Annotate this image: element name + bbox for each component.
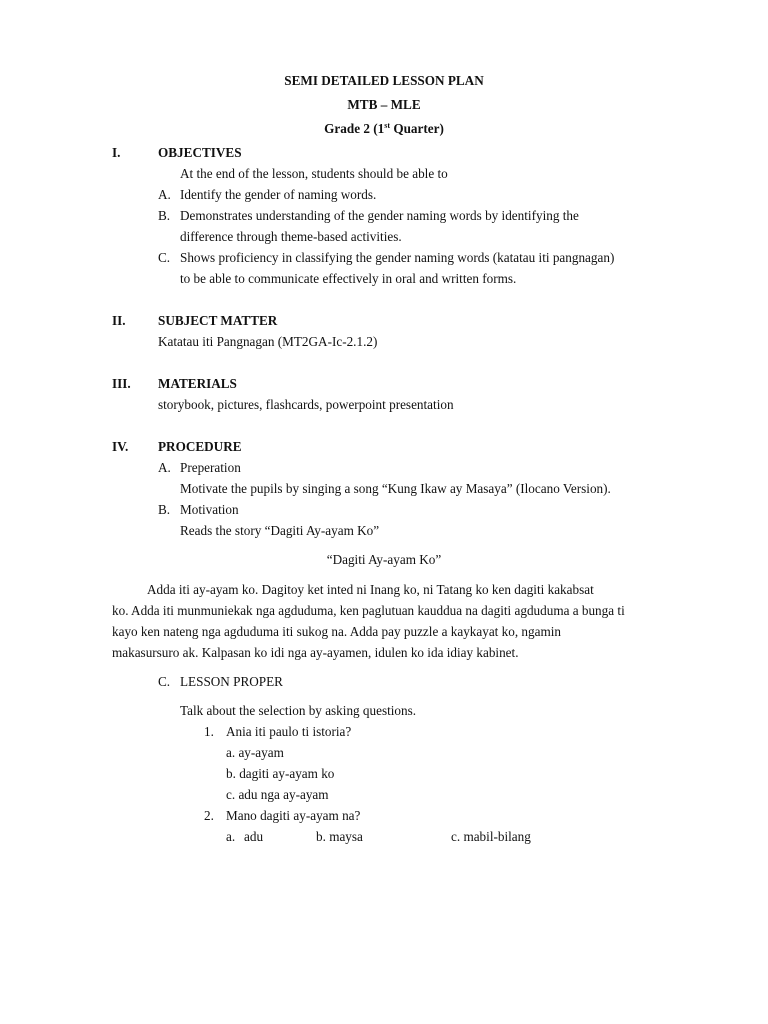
question-1-number: 1.: [204, 724, 214, 739]
objective-letter-b: B.: [158, 208, 171, 223]
procedure-letter-a: A.: [158, 460, 171, 475]
objective-letter-a: A.: [158, 187, 171, 202]
materials-text: storybook, pictures, flashcards, powerpoint presentation: [158, 397, 454, 412]
question-1-text: Ania iti paulo ti istoria?: [226, 724, 352, 739]
section-numeral-materials: III.: [112, 376, 131, 391]
question-2-text: Mano dagiti ay-ayam na?: [226, 808, 361, 823]
section-heading-objectives: OBJECTIVES: [158, 145, 242, 160]
document-grade: Grade 2 (1st Quarter): [324, 121, 444, 136]
section-heading-procedure: PROCEDURE: [158, 439, 242, 454]
objective-a-line-1: Identify the gender of naming words.: [180, 187, 377, 202]
objectives-intro: At the end of the lesson, students should be able to: [180, 166, 448, 181]
question-2-number: 2.: [204, 808, 214, 823]
question-1-option-b: b. dagiti ay-ayam ko: [226, 766, 335, 781]
objective-c-line-1: Shows proficiency in classifying the gender naming words (katatau iti pangnagan): [180, 250, 615, 265]
section-numeral-subject-matter: II.: [112, 313, 126, 328]
subject-matter-text: Katatau iti Pangnagan (MT2GA-Ic-2.1.2): [158, 334, 378, 349]
question-2-option-a-letter: a.: [226, 829, 236, 844]
question-1-option-a: a. ay-ayam: [226, 745, 284, 760]
lesson-letter-c: C.: [158, 674, 171, 689]
procedure-b-text: Reads the story “Dagiti Ay-ayam Ko”: [180, 523, 380, 538]
procedure-a-title: Preperation: [180, 460, 241, 475]
story-line-3: kayo ken nateng nga agduduma iti sukog na. Adda pay puzzle a kaykayat ko, ngamin: [112, 624, 561, 639]
question-1-option-c: c. adu nga ay-ayam: [226, 787, 329, 802]
document-subject: MTB – MLE: [347, 97, 421, 112]
objective-b-line-1: Demonstrates understanding of the gender naming words by identifying the: [180, 208, 579, 223]
question-2-option-a: adu: [244, 829, 264, 844]
objective-c-line-2: to be able to communicate effectively in oral and written forms.: [180, 271, 517, 286]
story-line-1: Adda iti ay-ayam ko. Dagitoy ket inted ni Inang ko, ni Tatang ko ken dagiti kakabsat: [147, 582, 594, 597]
procedure-letter-b: B.: [158, 502, 171, 517]
procedure-a-text: Motivate the pupils by singing a song “Kung Ikaw ay Masaya” (Ilocano Version).: [180, 481, 611, 496]
question-2-option-c: c. mabil-bilang: [451, 829, 531, 844]
question-2-option-b: b. maysa: [316, 829, 363, 844]
objective-letter-c: C.: [158, 250, 171, 265]
section-numeral-objectives: I.: [112, 145, 121, 160]
procedure-b-title: Motivation: [180, 502, 239, 517]
story-line-4: makasursuro ak. Kalpasan ko idi nga ay-ayamen, idulen ko ida idiay kabinet.: [112, 645, 519, 660]
lesson-intro: Talk about the selection by asking questions.: [180, 703, 417, 718]
objective-b-line-2: difference through theme-based activities.: [180, 229, 402, 244]
story-line-2: ko. Adda iti munmuniekak nga agduduma, ken paglutuan kauddua na dagiti agduduma a bunga ti: [112, 603, 625, 618]
story-title: “Dagiti Ay-ayam Ko”: [326, 552, 442, 567]
document-title: SEMI DETAILED LESSON PLAN: [284, 73, 484, 88]
section-heading-subject-matter: SUBJECT MATTER: [158, 313, 278, 328]
section-heading-materials: MATERIALS: [158, 376, 237, 391]
lesson-proper-heading: LESSON PROPER: [180, 674, 283, 689]
section-numeral-procedure: IV.: [112, 439, 129, 454]
